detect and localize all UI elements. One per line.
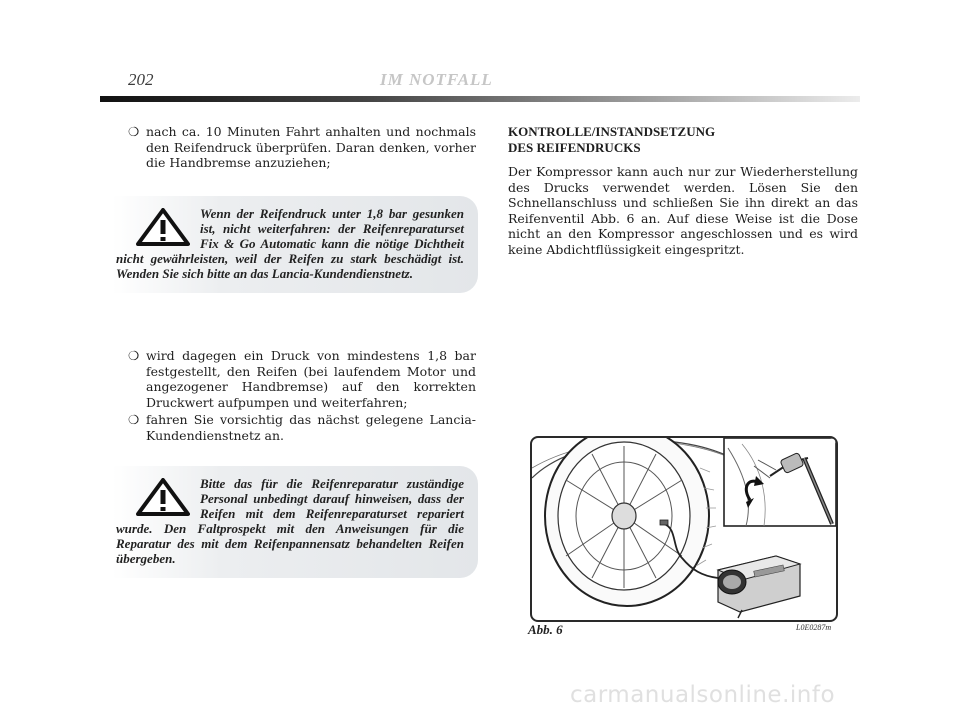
section-heading [508,124,858,156]
figure-illustration [530,436,838,622]
valve-connector [660,520,668,525]
warning-box [112,466,478,578]
bullet-text: nach ca. 10 Minuten Fahrt anhalten und nochmals den Reifendruck überprüfen. Daran denken, vorher die Handbremse anzuziehen; [146,124,476,170]
bullet-item [128,348,476,410]
heading-line: KONTROLLE/INSTANDSETZUNG [508,124,716,139]
tyre-compressor-illustration [532,438,836,620]
warning-text: Wenn der Reifendruck unter 1,8 bar gesunken ist, nicht weiterfahren: der Reifenreparaturset Fix & Go Automatic kann die nötige Dichtheit nicht gewährleisten, weil der Reifen zu stark beschädigt ist. Wenden Sie sich bitte an das Lancia-Kundendienstnetz. [116,206,464,281]
warning-triangle-icon [136,208,190,246]
bullet-marker: ❍ [128,124,140,139]
left-column [128,124,476,171]
compressor-unit [718,556,800,618]
bullet-item [128,412,476,443]
figure-code: L0E0287m [796,623,832,632]
header-rule [100,96,860,102]
heading-line: DES REIFENDRUCKS [508,140,641,155]
page-number: 202 [128,70,154,89]
figure-caption: Abb. 6 [528,622,563,637]
bullet-text: wird dagegen ein Druck von mindestens 1,8 bar festgestellt, den Reifen (bei laufendem Motor und angezogener Handbremse) auf den korrekten Druckwert aufpumpen und weiterfahren; [146,348,476,410]
section-title: IM NOTFALL [380,70,493,89]
detail-inset [724,438,836,526]
bullet-item [128,124,476,171]
right-column [508,124,858,257]
section-body: Der Kompressor kann auch nur zur Wiederherstellung des Drucks verwendet werden. Lösen Sie den Schnellanschluss und schließen Sie ihn direkt an das Reifenventil Abb. 6 an. Auf diese Weise ist die Dose nicht an den Kompressor angeschlossen und es wird keine Abdichtflüssigkeit eingespritzt. [508,164,858,257]
left-column-middle [128,348,476,443]
bullet-marker: ❍ [128,412,140,427]
watermark: carmanualsonline.info [570,682,836,708]
warning-triangle-icon [136,478,190,516]
bullet-marker: ❍ [128,348,140,363]
bullet-text: fahren Sie vorsichtig das nächst gelegene Lancia-Kundendienstnetz an. [146,412,476,443]
warning-text: Bitte das für die Reifenreparatur zuständige Personal unbedingt darauf hinweisen, dass der Reifen mit dem Reifenreparaturset repariert wurde. Den Faltprospekt mit den Anweisungen für die Reparatur des mit dem Reifenpannensatz behandelten Reifen übergeben. [116,476,464,566]
hub-cap [612,503,636,529]
warning-box [112,196,478,293]
